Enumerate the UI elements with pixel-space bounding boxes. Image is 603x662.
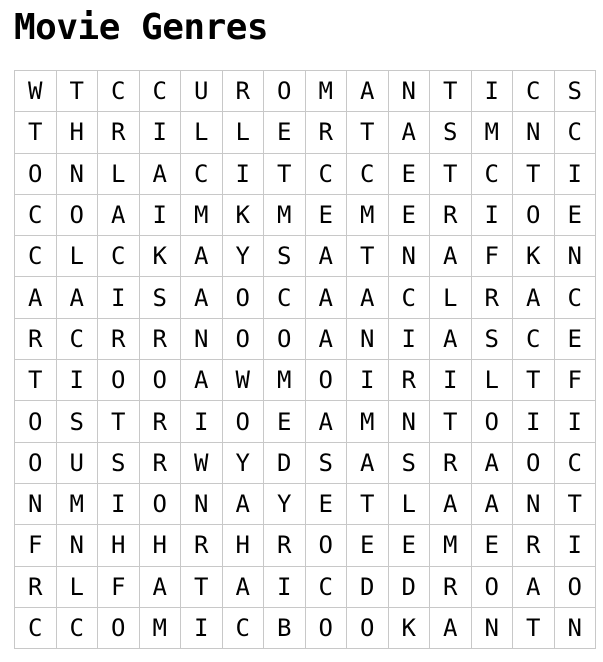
letter-cell[interactable]: L xyxy=(98,154,140,195)
letter-cell[interactable]: N xyxy=(15,484,57,525)
letter-cell[interactable]: S xyxy=(472,319,514,360)
letter-cell[interactable]: C xyxy=(555,112,597,153)
letter-cell[interactable]: R xyxy=(306,112,348,153)
letter-cell[interactable]: T xyxy=(15,112,57,153)
letter-cell[interactable]: T xyxy=(555,484,597,525)
letter-cell[interactable]: A xyxy=(513,277,555,318)
letter-cell[interactable]: O xyxy=(223,277,265,318)
letter-cell[interactable]: T xyxy=(15,360,57,401)
letter-cell[interactable]: I xyxy=(430,360,472,401)
letter-cell[interactable]: O xyxy=(57,195,99,236)
letter-cell[interactable]: I xyxy=(555,401,597,442)
letter-cell[interactable]: N xyxy=(389,401,431,442)
letter-cell[interactable]: O xyxy=(140,360,182,401)
letter-cell[interactable]: Y xyxy=(223,443,265,484)
letter-cell[interactable]: T xyxy=(430,401,472,442)
letter-cell[interactable]: O xyxy=(223,401,265,442)
letter-cell[interactable]: R xyxy=(15,319,57,360)
letter-cell[interactable]: M xyxy=(264,360,306,401)
letter-cell[interactable]: A xyxy=(306,277,348,318)
letter-cell[interactable]: K xyxy=(140,236,182,277)
letter-cell[interactable]: H xyxy=(98,525,140,566)
letter-cell[interactable]: C xyxy=(513,71,555,112)
letter-cell[interactable]: S xyxy=(389,443,431,484)
letter-cell[interactable]: O xyxy=(98,360,140,401)
letter-cell[interactable]: A xyxy=(430,484,472,525)
letter-cell[interactable]: R xyxy=(223,71,265,112)
letter-cell[interactable]: N xyxy=(555,608,597,649)
letter-cell[interactable]: O xyxy=(306,525,348,566)
letter-cell[interactable]: R xyxy=(181,525,223,566)
letter-cell[interactable]: A xyxy=(57,277,99,318)
letter-cell[interactable]: M xyxy=(181,195,223,236)
letter-cell[interactable]: L xyxy=(57,567,99,608)
letter-cell[interactable]: C xyxy=(140,71,182,112)
letter-cell[interactable]: R xyxy=(140,443,182,484)
letter-cell[interactable]: D xyxy=(347,567,389,608)
letter-cell[interactable]: A xyxy=(306,236,348,277)
letter-cell[interactable]: C xyxy=(57,319,99,360)
letter-cell[interactable]: T xyxy=(347,236,389,277)
letter-cell[interactable]: R xyxy=(140,401,182,442)
letter-cell[interactable]: C xyxy=(181,154,223,195)
letter-cell[interactable]: A xyxy=(430,236,472,277)
letter-cell[interactable]: E xyxy=(306,484,348,525)
letter-cell[interactable]: N xyxy=(57,525,99,566)
letter-cell[interactable]: H xyxy=(57,112,99,153)
letter-cell[interactable]: A xyxy=(306,401,348,442)
letter-cell[interactable]: O xyxy=(15,401,57,442)
letter-cell[interactable]: I xyxy=(57,360,99,401)
letter-cell[interactable]: I xyxy=(223,154,265,195)
letter-cell[interactable]: E xyxy=(389,195,431,236)
letter-cell[interactable]: C xyxy=(555,443,597,484)
letter-cell[interactable]: T xyxy=(98,401,140,442)
letter-cell[interactable]: A xyxy=(513,567,555,608)
letter-cell[interactable]: R xyxy=(513,525,555,566)
letter-cell[interactable]: H xyxy=(140,525,182,566)
letter-cell[interactable]: S xyxy=(430,112,472,153)
letter-cell[interactable]: N xyxy=(347,319,389,360)
letter-cell[interactable]: C xyxy=(15,236,57,277)
letter-cell[interactable]: M xyxy=(347,401,389,442)
letter-cell[interactable]: O xyxy=(264,319,306,360)
letter-cell[interactable]: T xyxy=(513,608,555,649)
letter-cell[interactable]: T xyxy=(347,112,389,153)
letter-cell[interactable]: R xyxy=(389,360,431,401)
letter-cell[interactable]: O xyxy=(472,401,514,442)
letter-cell[interactable]: N xyxy=(181,319,223,360)
letter-cell[interactable]: R xyxy=(98,112,140,153)
letter-cell[interactable]: I xyxy=(264,567,306,608)
letter-cell[interactable]: M xyxy=(430,525,472,566)
letter-cell[interactable]: R xyxy=(140,319,182,360)
page-title: Movie Genres xyxy=(14,7,269,48)
letter-cell[interactable]: I xyxy=(555,525,597,566)
letter-cell[interactable]: O xyxy=(347,608,389,649)
letter-cell[interactable]: Y xyxy=(264,484,306,525)
letter-cell[interactable]: A xyxy=(347,71,389,112)
letter-cell[interactable]: K xyxy=(513,236,555,277)
letter-cell[interactable]: I xyxy=(140,195,182,236)
letter-cell[interactable]: C xyxy=(264,277,306,318)
letter-cell[interactable]: C xyxy=(389,277,431,318)
letter-cell[interactable]: T xyxy=(513,360,555,401)
letter-cell[interactable]: A xyxy=(306,319,348,360)
letter-cell[interactable]: A xyxy=(430,608,472,649)
letter-cell[interactable]: L xyxy=(181,112,223,153)
letter-cell[interactable]: F xyxy=(555,360,597,401)
letter-cell[interactable]: U xyxy=(181,71,223,112)
letter-cell[interactable]: R xyxy=(98,319,140,360)
letter-cell[interactable]: H xyxy=(223,525,265,566)
letter-cell[interactable]: E xyxy=(347,525,389,566)
letter-cell[interactable]: A xyxy=(347,443,389,484)
letter-cell[interactable]: L xyxy=(472,360,514,401)
letter-cell[interactable]: W xyxy=(181,443,223,484)
letter-cell[interactable]: I xyxy=(472,71,514,112)
letter-cell[interactable]: R xyxy=(15,567,57,608)
letter-cell[interactable]: T xyxy=(430,71,472,112)
letter-cell[interactable]: Y xyxy=(223,236,265,277)
letter-cell[interactable]: L xyxy=(389,484,431,525)
letter-cell[interactable]: S xyxy=(264,236,306,277)
letter-cell[interactable]: N xyxy=(57,154,99,195)
letter-cell[interactable]: C xyxy=(15,608,57,649)
letter-cell[interactable]: R xyxy=(430,567,472,608)
letter-cell[interactable]: M xyxy=(57,484,99,525)
letter-cell[interactable]: I xyxy=(472,195,514,236)
letter-cell[interactable]: O xyxy=(555,567,597,608)
letter-cell[interactable]: I xyxy=(98,484,140,525)
letter-cell[interactable]: N xyxy=(389,71,431,112)
letter-cell[interactable]: F xyxy=(472,236,514,277)
letter-cell[interactable]: B xyxy=(264,608,306,649)
letter-cell[interactable]: I xyxy=(181,401,223,442)
letter-cell[interactable]: O xyxy=(223,319,265,360)
letter-cell[interactable]: E xyxy=(264,401,306,442)
letter-cell[interactable]: R xyxy=(472,277,514,318)
letter-cell[interactable]: T xyxy=(347,484,389,525)
letter-cell[interactable]: C xyxy=(513,319,555,360)
letter-cell[interactable]: T xyxy=(57,71,99,112)
letter-cell[interactable]: F xyxy=(98,567,140,608)
letter-cell[interactable]: I xyxy=(555,154,597,195)
letter-cell[interactable]: C xyxy=(15,195,57,236)
letter-cell[interactable]: C xyxy=(98,236,140,277)
letter-cell[interactable]: A xyxy=(472,484,514,525)
letter-cell[interactable]: K xyxy=(389,608,431,649)
letter-cell[interactable]: E xyxy=(555,319,597,360)
letter-cell[interactable]: A xyxy=(98,195,140,236)
letter-cell[interactable]: T xyxy=(181,567,223,608)
letter-cell[interactable]: E xyxy=(472,525,514,566)
letter-cell[interactable]: R xyxy=(430,195,472,236)
letter-cell[interactable]: R xyxy=(264,525,306,566)
letter-cell[interactable]: A xyxy=(223,484,265,525)
letter-cell[interactable]: A xyxy=(181,277,223,318)
letter-cell[interactable]: O xyxy=(264,71,306,112)
letter-cell[interactable]: T xyxy=(430,154,472,195)
letter-cell[interactable]: M xyxy=(472,112,514,153)
letter-cell[interactable]: M xyxy=(347,195,389,236)
letter-cell[interactable]: C xyxy=(223,608,265,649)
letter-cell[interactable]: F xyxy=(15,525,57,566)
letter-cell[interactable]: O xyxy=(15,443,57,484)
letter-cell[interactable]: I xyxy=(389,319,431,360)
letter-cell[interactable]: N xyxy=(472,608,514,649)
letter-cell[interactable]: O xyxy=(306,608,348,649)
letter-cell[interactable]: I xyxy=(513,401,555,442)
letter-cell[interactable]: C xyxy=(98,71,140,112)
letter-cell[interactable]: D xyxy=(264,443,306,484)
letter-cell[interactable]: C xyxy=(555,277,597,318)
letter-cell[interactable]: O xyxy=(140,484,182,525)
letter-cell[interactable]: A xyxy=(223,567,265,608)
letter-cell[interactable]: I xyxy=(181,608,223,649)
letter-cell[interactable]: C xyxy=(472,154,514,195)
letter-cell[interactable]: C xyxy=(347,154,389,195)
word-search-grid xyxy=(14,70,596,649)
letter-cell[interactable]: A xyxy=(389,112,431,153)
letter-cell[interactable]: S xyxy=(98,443,140,484)
letter-cell[interactable]: R xyxy=(430,443,472,484)
letter-cell[interactable]: M xyxy=(306,71,348,112)
letter-cell[interactable]: K xyxy=(223,195,265,236)
letter-cell[interactable]: O xyxy=(98,608,140,649)
letter-cell[interactable]: I xyxy=(140,112,182,153)
letter-cell[interactable]: O xyxy=(513,443,555,484)
letter-cell[interactable]: A xyxy=(181,236,223,277)
letter-cell[interactable]: U xyxy=(57,443,99,484)
letter-cell[interactable]: A xyxy=(347,277,389,318)
letter-cell[interactable]: O xyxy=(472,567,514,608)
letter-cell[interactable]: W xyxy=(15,71,57,112)
letter-cell[interactable]: E xyxy=(306,195,348,236)
letter-cell[interactable]: C xyxy=(306,567,348,608)
letter-cell[interactable]: M xyxy=(264,195,306,236)
letter-cell[interactable]: C xyxy=(306,154,348,195)
letter-cell[interactable]: I xyxy=(98,277,140,318)
letter-cell[interactable]: E xyxy=(389,525,431,566)
letter-cell[interactable]: S xyxy=(140,277,182,318)
letter-cell[interactable]: W xyxy=(223,360,265,401)
letter-cell[interactable]: N xyxy=(513,112,555,153)
letter-cell[interactable]: D xyxy=(389,567,431,608)
letter-cell[interactable]: A xyxy=(430,319,472,360)
letter-cell[interactable]: S xyxy=(306,443,348,484)
letter-cell[interactable]: M xyxy=(140,608,182,649)
letter-cell[interactable]: I xyxy=(347,360,389,401)
letter-cell[interactable]: N xyxy=(513,484,555,525)
letter-cell[interactable]: A xyxy=(140,154,182,195)
letter-cell[interactable]: N xyxy=(181,484,223,525)
letter-cell[interactable]: O xyxy=(306,360,348,401)
letter-cell[interactable]: E xyxy=(264,112,306,153)
letter-cell[interactable]: A xyxy=(140,567,182,608)
letter-cell[interactable]: L xyxy=(57,236,99,277)
letter-cell[interactable]: S xyxy=(555,71,597,112)
letter-cell[interactable]: S xyxy=(57,401,99,442)
letter-cell[interactable]: A xyxy=(472,443,514,484)
letter-cell[interactable]: N xyxy=(555,236,597,277)
letter-cell[interactable]: A xyxy=(181,360,223,401)
letter-cell[interactable]: N xyxy=(389,236,431,277)
letter-cell[interactable]: L xyxy=(430,277,472,318)
letter-cell[interactable]: L xyxy=(223,112,265,153)
letter-cell[interactable]: E xyxy=(555,195,597,236)
letter-cell[interactable]: C xyxy=(57,608,99,649)
letter-cell[interactable]: O xyxy=(15,154,57,195)
letter-cell[interactable]: T xyxy=(513,154,555,195)
letter-cell[interactable]: T xyxy=(264,154,306,195)
letter-cell[interactable]: E xyxy=(389,154,431,195)
letter-cell[interactable]: A xyxy=(15,277,57,318)
letter-cell[interactable]: O xyxy=(513,195,555,236)
